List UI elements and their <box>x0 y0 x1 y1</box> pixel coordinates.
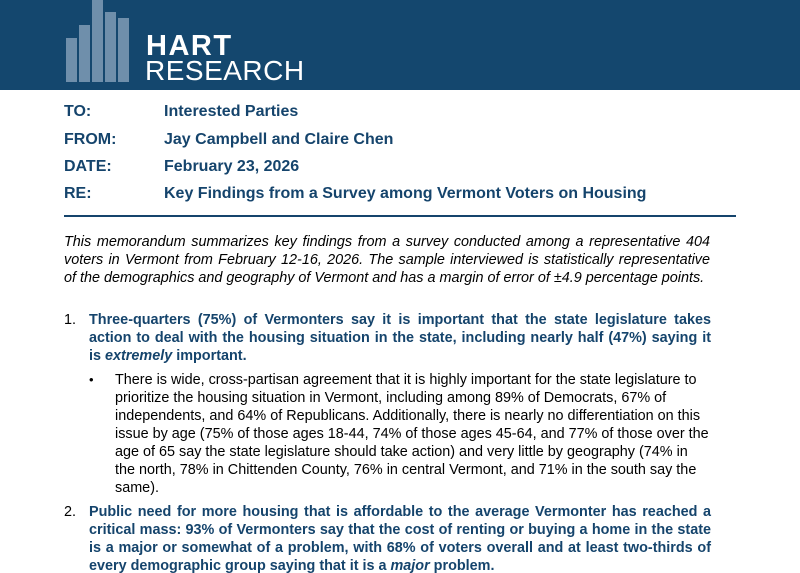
finding-1-emphasis: extremely <box>105 348 173 364</box>
letterhead-banner <box>0 0 800 90</box>
memo-date-value: February 23, 2026 <box>164 158 300 175</box>
finding-2-headline <box>89 503 711 573</box>
memo-divider <box>64 215 736 217</box>
finding-2-number: 2. <box>64 504 77 520</box>
finding-1-headline <box>89 311 711 365</box>
finding-2-text-after: problem. <box>429 558 495 573</box>
memo-date-label: DATE: <box>64 158 112 175</box>
finding-1-number: 1. <box>64 312 77 328</box>
logo-wordmark-research: RESEARCH <box>145 55 305 86</box>
logo-bar <box>66 38 77 82</box>
logo-bar <box>105 12 116 82</box>
memo-to-label: TO: <box>64 103 92 120</box>
finding-2-text-before: Public need for more housing that is affordable to the average Vermonter has reached a critical mass: 93% of Vermonters say that the cost of renting or buying a home in the state is a major or somewhat of a problem, with 68% of voters overall and at least two-thirds of every demographic group saying that it is a <box>89 504 711 573</box>
logo-bar <box>92 0 103 82</box>
finding-1-text-before: Three-quarters (75%) of Vermonters say it is important that the state legislature takes action to deal with the housing situation in the state, including nearly half (47%) saying it is <box>89 312 711 364</box>
memo-from-label: FROM: <box>64 131 117 148</box>
logo-bar <box>79 25 90 82</box>
finding-2-emphasis: major <box>390 558 430 573</box>
finding-1-text-after: important. <box>172 348 247 364</box>
finding-1-bullet-text: There is wide, cross-partisan agreement that it is highly important for the state legislature to prioritize the housing situation in Vermont, including among 89% of Democrats, 67% of independents, and 64% of Republicans. Additionally, there is nearly no differentiation on this issue by age (75% of those ages 18-44, 74% of those ages 45-64, and 77% of those over the age of 65 say the state legislature should take action) and very little by geography (74% in the north, 78% in Chittenden County, 76% in central Vermont, and 71% in the south say the same). <box>115 372 709 496</box>
logo-wordmark-hart: HART <box>146 30 233 62</box>
memo-re-value: Key Findings from a Survey among Vermont Voters on Housing <box>164 185 647 202</box>
logo-bar <box>118 18 129 82</box>
memo-to-value: Interested Parties <box>164 103 299 120</box>
memo-from-value: Jay Campbell and Claire Chen <box>164 131 394 148</box>
finding-1-bullet-marker: • <box>89 372 94 387</box>
memo-re-label: RE: <box>64 185 92 202</box>
intro-paragraph: This memorandum summarizes key findings from a survey conducted among a representative 404 voters in Vermont from February 12-16, 2026. The sample interviewed is statistically representative of the demographics and geography of Vermont and has a margin of error of ±4.9 percentage points. <box>64 234 710 286</box>
hart-research-logo-bars-icon <box>66 0 138 82</box>
